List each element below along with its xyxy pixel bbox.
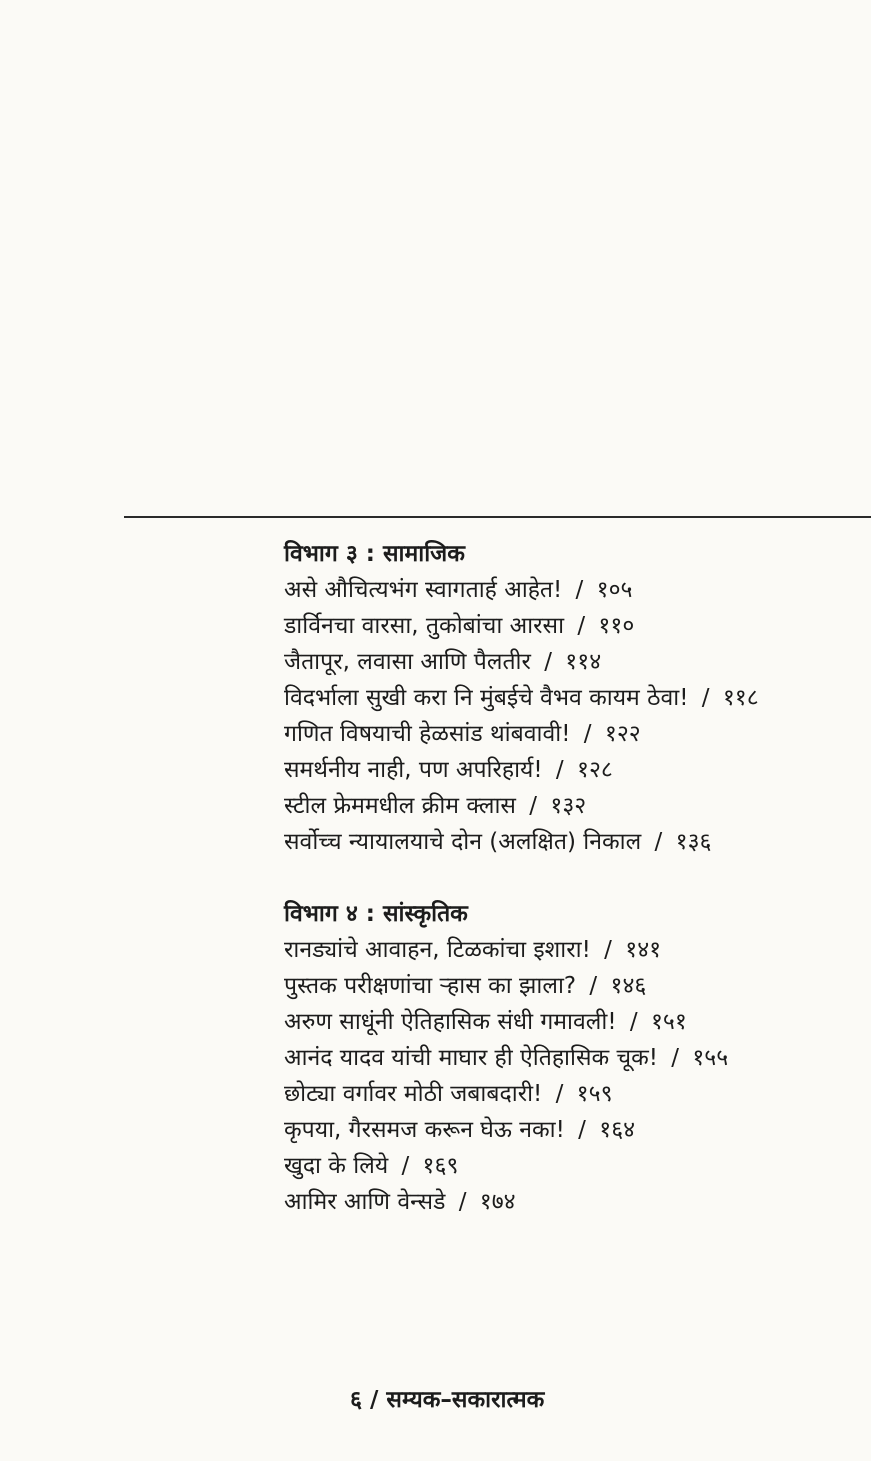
toc-entry: छोट्या वर्गावर मोठी जबाबदारी! / १५९ xyxy=(284,1081,613,1107)
entry-page: १५५ xyxy=(692,1045,729,1071)
horizontal-rule xyxy=(124,516,871,518)
toc-entry: खुदा के लिये / १६९ xyxy=(284,1153,459,1179)
table-of-contents xyxy=(284,536,864,1220)
toc-section-samajik xyxy=(284,536,864,860)
entry-title: आनंद यादव यांची माघार ही ऐतिहासिक चूक! xyxy=(284,1045,658,1071)
entry-page: १२८ xyxy=(577,757,613,783)
toc-entry: गणित विषयाची हेळसांड थांबवावी! / १२२ xyxy=(284,721,641,747)
toc-entry: विदर्भाला सुखी करा नि मुंबईचे वैभव कायम ठेवा! / ११८ xyxy=(284,685,759,711)
entry-title: अरुण साधूंनी ऐतिहासिक संधी गमावली! xyxy=(284,1009,617,1035)
page-footer xyxy=(350,1383,544,1417)
entry-page: १३२ xyxy=(550,793,587,819)
entry-page: ११० xyxy=(598,613,635,639)
toc-entry: कृपया, गैरसमज करून घेऊ नका! / १६४ xyxy=(284,1117,636,1143)
toc-section-sanskrutik xyxy=(284,896,864,1220)
entry-page: ११४ xyxy=(565,649,602,675)
entry-title: विदर्भाला सुखी करा नि मुंबईचे वैभव कायम ठेवा! xyxy=(284,685,689,711)
entry-page: १५१ xyxy=(650,1009,687,1035)
toc-entry: डार्विनचा वारसा, तुकोबांचा आरसा / ११० xyxy=(284,613,635,639)
entry-page: १६९ xyxy=(422,1153,459,1179)
entry-page: १२२ xyxy=(604,721,641,747)
toc-entry: जैतापूर, लवासा आणि पैलतीर / ११४ xyxy=(284,649,602,675)
footer-separator: / xyxy=(369,1387,379,1413)
toc-entry: अरुण साधूंनी ऐतिहासिक संधी गमावली! / १५१ xyxy=(284,1009,687,1035)
section-heading: विभाग ४ : सांस्कृतिक xyxy=(284,901,468,927)
toc-entry: आमिर आणि वेन्सडे / १७४ xyxy=(284,1189,516,1215)
entry-title: आमिर आणि वेन्सडे xyxy=(284,1189,446,1215)
entry-page: १५९ xyxy=(576,1081,613,1107)
entry-title: जैतापूर, लवासा आणि पैलतीर xyxy=(284,649,531,675)
entry-title: असे औचित्यभंग स्वागतार्ह आहेत! xyxy=(284,577,563,603)
entry-title: कृपया, गैरसमज करून घेऊ नका! xyxy=(284,1117,565,1143)
section-heading: विभाग ३ : सामाजिक xyxy=(284,541,465,567)
toc-entry: पुस्तक परीक्षणांचा ऱ्हास का झाला? / १४६ xyxy=(284,973,647,999)
entry-page: १७४ xyxy=(479,1189,516,1215)
toc-entry: रानड्यांचे आवाहन, टिळकांचा इशारा! / १४१ xyxy=(284,937,662,963)
entry-title: समर्थनीय नाही, पण अपरिहार्य! xyxy=(284,757,543,783)
entry-title: स्टील फ्रेममधील क्रीम क्लास xyxy=(284,793,516,819)
entry-title: सर्वोच्च न्यायालयाचे दोन (अलक्षित) निकाल xyxy=(284,829,642,855)
toc-entry: सर्वोच्च न्यायालयाचे दोन (अलक्षित) निकाल / १३६ xyxy=(284,829,712,855)
entry-page: १४६ xyxy=(610,973,647,999)
entry-page: १६४ xyxy=(599,1117,636,1143)
footer-page-number: ६ xyxy=(350,1387,362,1413)
footer-book-title: सम्यक–सकारात्मक xyxy=(386,1387,545,1413)
entry-title: रानड्यांचे आवाहन, टिळकांचा इशारा! xyxy=(284,937,591,963)
toc-entry: आनंद यादव यांची माघार ही ऐतिहासिक चूक! / १५५ xyxy=(284,1045,729,1071)
toc-entry: स्टील फ्रेममधील क्रीम क्लास / १३२ xyxy=(284,793,587,819)
entry-title: पुस्तक परीक्षणांचा ऱ्हास का झाला? xyxy=(284,973,577,999)
entry-title: खुदा के लिये xyxy=(284,1153,389,1179)
entry-title: गणित विषयाची हेळसांड थांबवावी! xyxy=(284,721,571,747)
entry-title: छोट्या वर्गावर मोठी जबाबदारी! xyxy=(284,1081,543,1107)
entry-page: १४१ xyxy=(625,937,662,963)
entry-page: ११८ xyxy=(722,685,759,711)
entry-page: १०५ xyxy=(596,577,633,603)
toc-entry: समर्थनीय नाही, पण अपरिहार्य! / १२८ xyxy=(284,757,613,783)
entry-page: १३६ xyxy=(675,829,712,855)
entry-title: डार्विनचा वारसा, तुकोबांचा आरसा xyxy=(284,613,565,639)
toc-entry: असे औचित्यभंग स्वागतार्ह आहेत! / १०५ xyxy=(284,577,633,603)
